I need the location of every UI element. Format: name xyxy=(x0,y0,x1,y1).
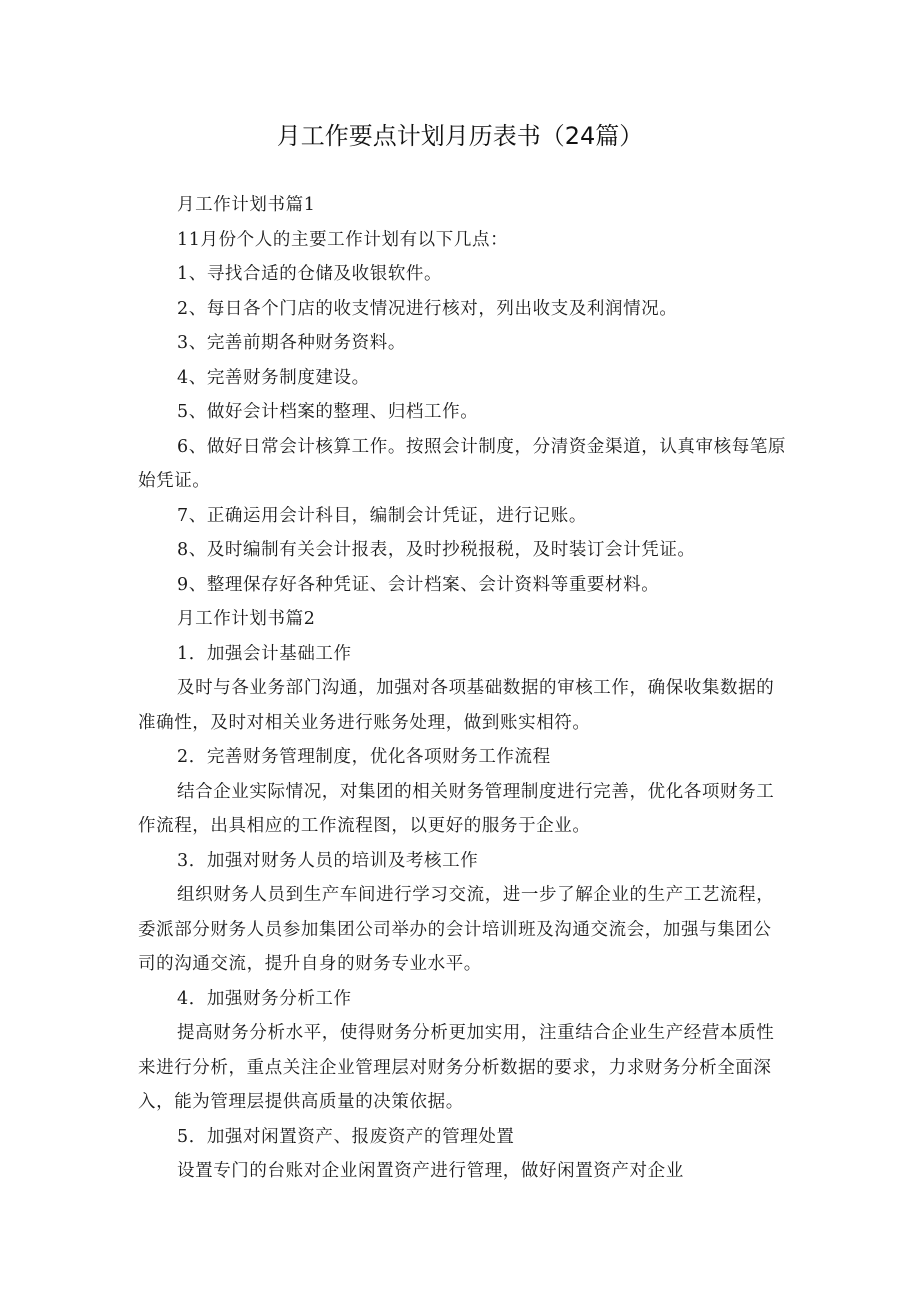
list-item: 4、完善财务制度建设。 xyxy=(177,367,370,388)
subheading: 5．加强对闲置资产、报废资产的管理处置 xyxy=(177,1126,515,1147)
list-item: 6、做好日常会计核算工作。按照会计制度，分清资金渠道，认真审核每笔原始凭证。 xyxy=(138,436,787,491)
list-item: 9、整理保存好各种凭证、会计档案、会计资料等重要材料。 xyxy=(177,574,660,595)
list-item: 5、做好会计档案的整理、归档工作。 xyxy=(177,402,479,422)
document-body xyxy=(138,188,788,1189)
list-item: 8、及时编制有关会计报表，及时抄税报税，及时装订会计凭证。 xyxy=(177,540,696,560)
paragraph: 组织财务人员到生产车间进行学习交流，进一步了解企业的生产工艺流程，委派部分财务人员参加集团公司举办的会计培训班及沟通交流会，加强与集团公司的沟通交流，提升自身的财务专业水平。 xyxy=(138,885,775,974)
subheading: 3．加强对财务人员的培训及考核工作 xyxy=(177,850,479,871)
subheading: 1．加强会计基础工作 xyxy=(177,643,352,664)
paragraph: 11月份个人的主要工作计划有以下几点： xyxy=(177,229,509,250)
document-title: 月工作要点计划月历表书（24篇） xyxy=(276,122,644,150)
list-item: 1、寻找合适的仓储及收银软件。 xyxy=(177,264,443,284)
paragraph: 设置专门的台账对企业闲置资产进行管理，做好闲置资产对企业 xyxy=(177,1161,684,1181)
list-item: 7、正确运用会计科目，编制会计凭证，进行记账。 xyxy=(177,505,587,526)
paragraph: 及时与各业务部门沟通，加强对各项基础数据的审核工作，确保收集数据的准确性，及时对相关业务进行账务处理，做到账实相符。 xyxy=(138,678,775,733)
subheading: 2．完善财务管理制度，优化各项财务工作流程 xyxy=(177,747,551,767)
subheading: 4．加强财务分析工作 xyxy=(177,988,352,1009)
section-heading: 月工作计划书篇2 xyxy=(177,609,316,629)
paragraph: 提高财务分析水平，使得财务分析更加实用，注重结合企业生产经营本质性来进行分析，重点关注企业管理层对财务分析数据的要求，力求财务分析全面深入，能为管理层提供高质量的决策依据。 xyxy=(138,1023,775,1112)
paragraph: 结合企业实际情况，对集团的相关财务管理制度进行完善，优化各项财务工作流程，出具相应的工作流程图，以更好的服务于企业。 xyxy=(138,781,775,836)
list-item: 2、每日各个门店的收支情况进行核对，列出收支及利润情况。 xyxy=(177,298,678,319)
list-item: 3、完善前期各种财务资料。 xyxy=(177,333,406,353)
section-heading: 月工作计划书篇1 xyxy=(177,195,316,215)
